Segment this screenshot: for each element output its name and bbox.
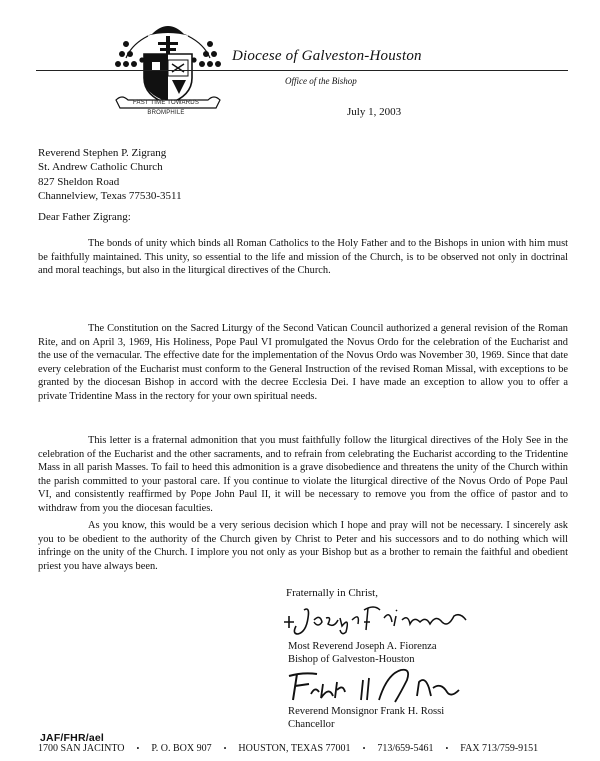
recipient-church: St. Andrew Catholic Church <box>38 161 163 174</box>
recipient-address <box>38 146 182 204</box>
footer-po-box: P. O. BOX 907 <box>151 743 212 754</box>
footer-separator: • <box>223 744 227 753</box>
footer-street-address: 1700 SAN JACINTO <box>38 743 125 754</box>
bishop-signature-block <box>288 640 437 666</box>
footer-separator: • <box>362 744 366 753</box>
header-rule <box>36 70 568 71</box>
body-paragraph-1: The bonds of unity which binds all Roman Catholics to the Holy Father and to the Bishops in union with him must be faithfully maintained. This unity, so essential to the life and mission of the Church, is to be observed not only in doctrinal and moral teachings, but also in the liturgical directives of the Church. <box>38 238 568 277</box>
salutation: Dear Father Zigrang: <box>38 211 131 223</box>
footer-phone: 713/659-5461 <box>377 743 434 754</box>
footer-separator: • <box>445 744 449 753</box>
body-paragraph-3: This letter is a fraternal admonition that you must faithfully follow the liturgical directives of the Holy See in the celebration of the Eucharist and the other sacraments, and to refrain from celebrating the Eucharist according to the Tridentine Mass in all parish Masses. To fail to heed this admonition is a grave disobedience and threatens the unity of the Church within the parish committed to your pastoral care. If you continue to violate the liturgical directive of the Novus Ordo of Pope Paul VI, and consistently reaffirmed by Pope John Paul II, it will be necessary to remove you from the office of pastor and to withdraw from you the diocesan faculties. <box>38 435 568 514</box>
recipient-name: Reverend Stephen P. Zigrang <box>38 147 167 159</box>
footer-fax: FAX 713/759-9151 <box>460 743 539 754</box>
footer-city: HOUSTON, TEXAS 77001 <box>238 743 351 754</box>
body-paragraph-4: As you know, this would be a very serious decision which I hope and pray will not be necessary. I sincerely ask you to be obedient to the authority of the Church given by Christ to Peter and his successors and to do nothing which will infringe on the unity of the Church. I implore you not only as your Bishop but as a brother to remain the faithful and obedient priest you have always been. <box>38 520 568 572</box>
letterhead-footer <box>38 743 598 754</box>
chancellor-name: Reverend Monsignor Frank H. Rossi <box>288 706 445 717</box>
chancellor-signature <box>283 666 463 706</box>
body-paragraph-2: The Constitution on the Sacred Liturgy of the Second Vatican Council authorized a general revision of the Roman Rite, and on April 3, 1969, His Holiness, Pope Paul VI promulgated the Novus Ordo for the celebration of the Eucharist and the use of the vernacular. The effective date for the implementation of the Novus Ordo was November 30, 1969. Since that date every celebration of the Eucharist must conform to the General Instruction of the revised Roman Missal, with exceptions to be granted by the diocesan Bishop in accord with the decree Ecclesia Dei. I have made an exception to allow you to offer a private Tridentine Mass in the rectory for your own spiritual needs. <box>38 323 568 402</box>
recipient-street: 827 Sheldon Road <box>38 175 120 188</box>
recipient-city: Channelview, Texas 77530-3511 <box>38 190 182 203</box>
chancellor-signature-block <box>288 705 444 731</box>
closing: Fraternally in Christ, <box>286 587 378 599</box>
handwritten-signature-icon <box>283 666 463 706</box>
letter-date: July 1, 2003 <box>347 106 402 118</box>
crest-motto: FAST TIME TOWARDS BROMPHILE <box>132 100 200 116</box>
bishop-title: Bishop of Galveston-Houston <box>288 654 415 665</box>
bishop-name: Most Reverend Joseph A. Fiorenza <box>288 641 437 652</box>
footer-separator: • <box>136 744 140 753</box>
office-line: Office of the Bishop <box>285 76 357 86</box>
bishop-signature <box>280 598 470 638</box>
chancellor-title: Chancellor <box>288 719 335 730</box>
diocese-title: Diocese of Galveston-Houston <box>232 48 422 64</box>
reference-initials: JAF/FHR/ael <box>40 732 105 744</box>
handwritten-signature-icon <box>280 598 470 638</box>
